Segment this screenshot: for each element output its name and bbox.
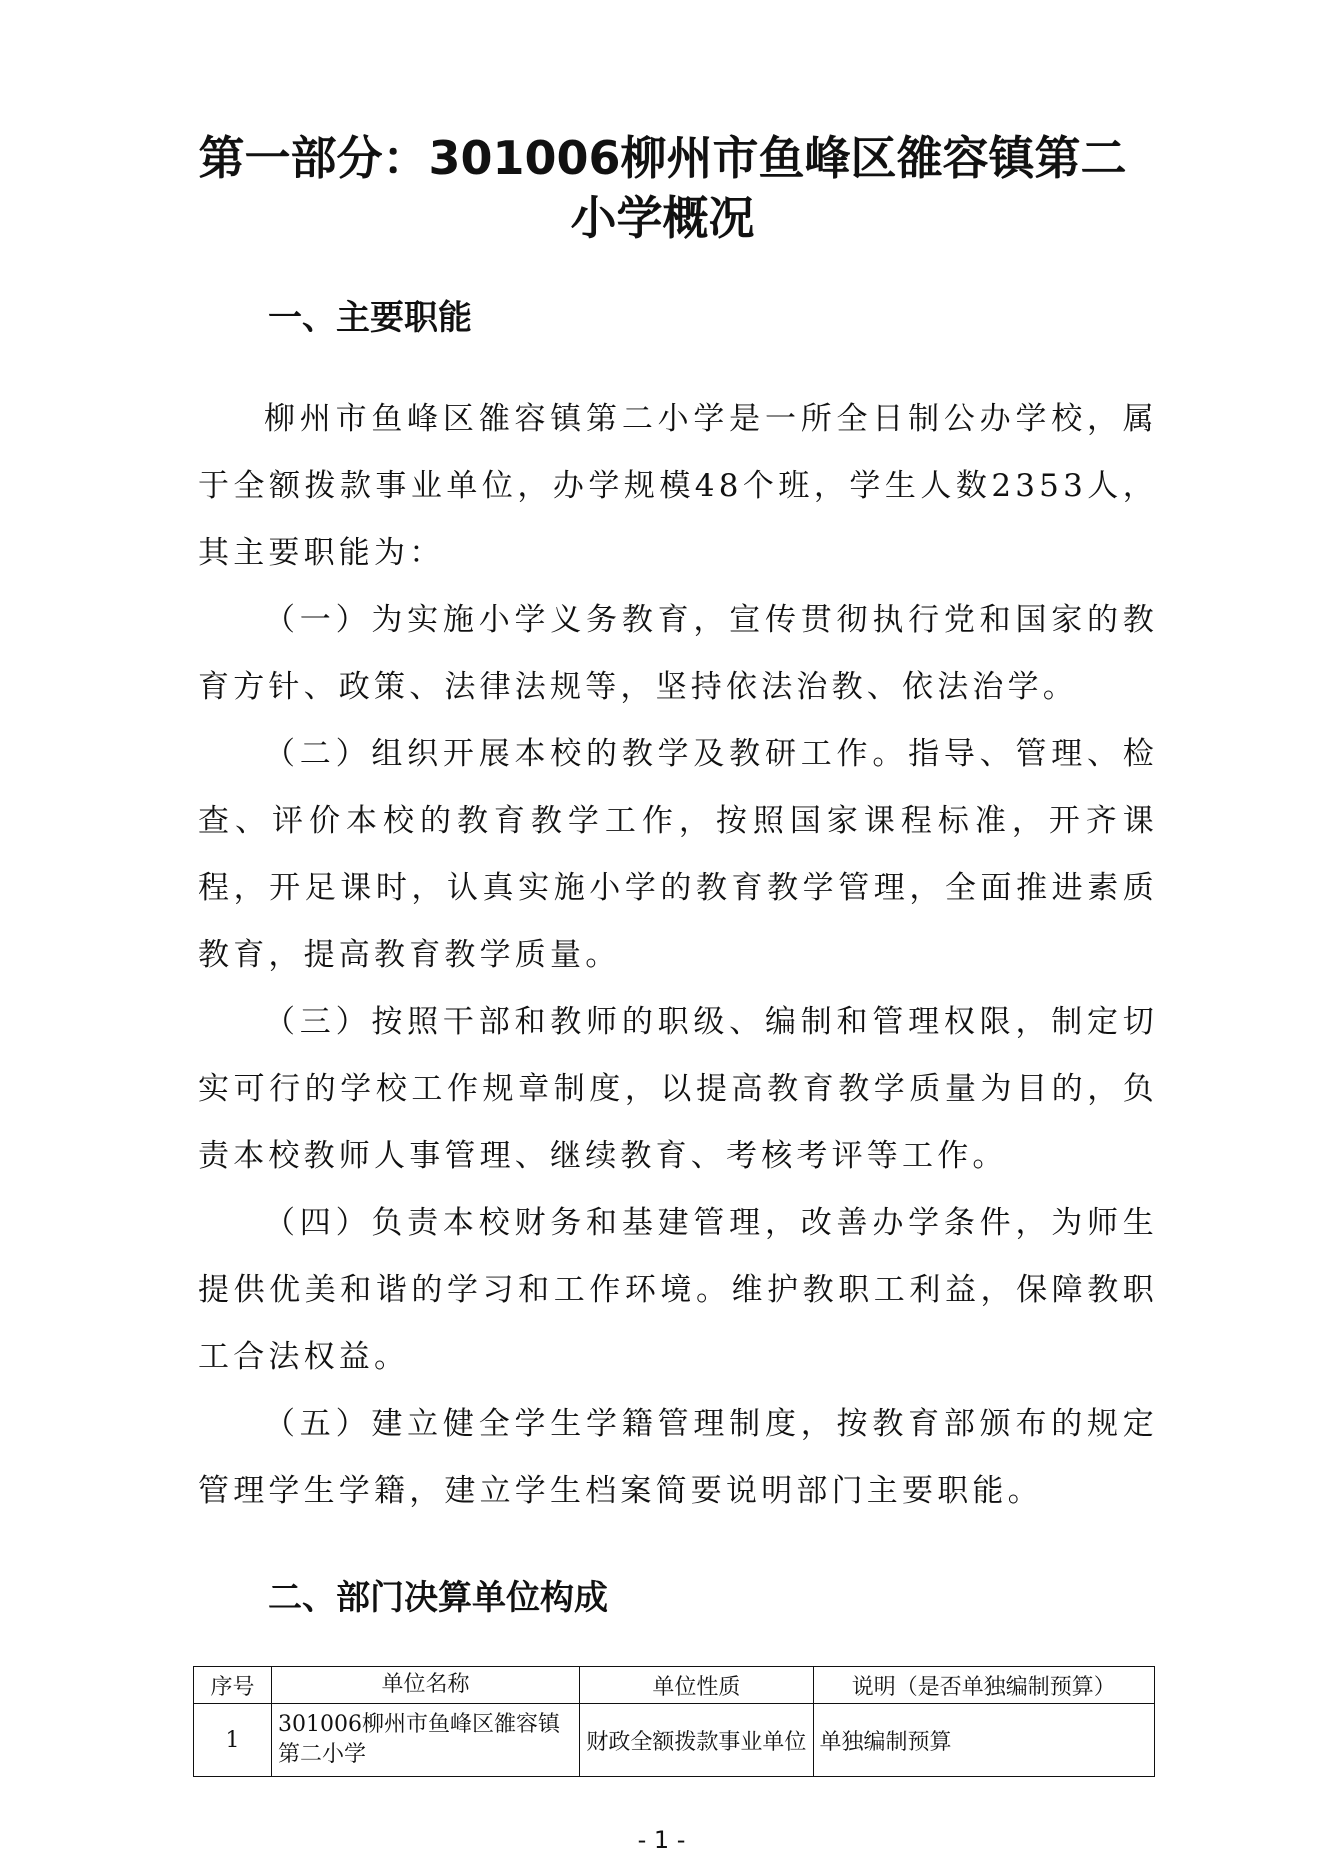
function-paragraph-3: （三）按照干部和教师的职级、编制和管理权限，制定切实可行的学校工作规章制度，以提高教育教学质量为目的，负责本校教师人事管理、继续教育、考核考评等工作。 (198, 1004, 1158, 1174)
intro-paragraph: 柳州市鱼峰区雒容镇第二小学是一所全日制公办学校，属于全额拨款事业单位，办学规模48个班，学生人数2353人，其主要职能为： (198, 401, 1158, 571)
section-heading-main-functions: 一、主要职能 (268, 298, 472, 338)
header-unit-type: 单位性质 (580, 1667, 813, 1704)
header-unit-name: 单位名称 (272, 1667, 580, 1704)
function-paragraph-5: （五）建立健全学生学籍管理制度，按教育部颁布的规定管理学生学籍，建立学生档案简要说明部门主要职能。 (198, 1406, 1158, 1509)
header-note: 说明（是否单独编制预算） (813, 1667, 1154, 1704)
function-paragraph-4: （四）负责本校财务和基建管理，改善办学条件，为师生提供优美和谐的学习和工作环境。维护教职工利益，保障教职工合法权益。 (198, 1205, 1158, 1375)
cell-unit-name: 301006柳州市鱼峰区雒容镇第二小学 (272, 1704, 580, 1777)
function-paragraph-2: （二）组织开展本校的教学及教研工作。指导、管理、检查、评价本校的教育教学工作，按照国家课程标准，开齐课程，开足课时，认真实施小学的教育教学管理，全面推进素质教育，提高教育教学质量。 (198, 736, 1158, 973)
cell-note: 单独编制预算 (813, 1704, 1154, 1777)
function-paragraph-1: （一）为实施小学义务教育，宣传贯彻执行党和国家的教育方针、政策、法律法规等，坚持依法治教、依法治学。 (198, 602, 1158, 705)
table-row (194, 1704, 1155, 1777)
unit-composition-table (193, 1666, 1155, 1777)
document-title (170, 128, 1155, 248)
section-heading-unit-composition: 二、部门决算单位构成 (268, 1578, 608, 1618)
page-number: - 1 - (637, 1826, 686, 1854)
cell-unit-type: 财政全额拨款事业单位 (580, 1704, 813, 1777)
header-no: 序号 (194, 1667, 272, 1704)
title-line-1: 第一部分：301006柳州市鱼峰区雒容镇第二 (198, 131, 1127, 185)
cell-no: 1 (194, 1704, 272, 1777)
title-line-2: 小学概况 (570, 191, 755, 245)
table-header-row (194, 1667, 1155, 1704)
